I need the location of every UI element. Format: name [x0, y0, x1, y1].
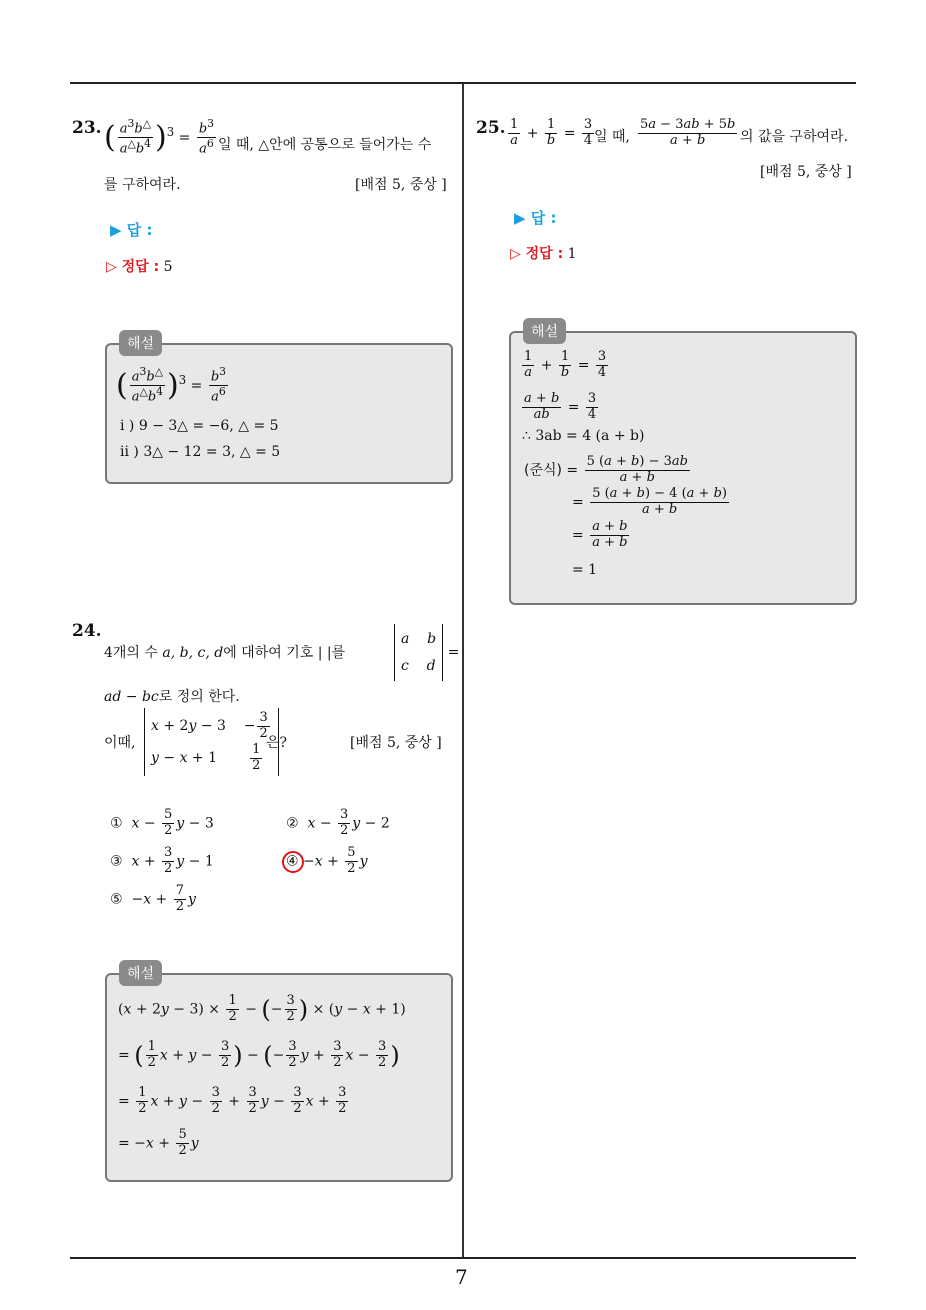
q23-explanation-tag: 해설 — [119, 330, 162, 356]
q25-exp-step4: = 1 — [572, 562, 598, 578]
q23-equation: ( $\frac{a^3b^\triangle}{a^\triangle b^4}$ )$^3$ = $\frac{b^3}{a^6}$ — [104, 117, 215, 157]
q24-line2 — [104, 686, 240, 706]
q25-correct-label: ▷ 정답 : — [510, 246, 564, 262]
q25-explanation-tag: 해설 — [523, 318, 566, 344]
q23-answer-label: ▶ 답 : — [110, 221, 153, 239]
bottom-rule — [70, 1257, 856, 1259]
q24-det-question: x + 2y − 3 − $\frac{3}{2}$ y − x + 1 $\frac{1}{2}$ — [144, 708, 279, 776]
q24-explanation-tag: 해설 — [119, 960, 162, 986]
q23-text: 일 때, △안에 공통으로 들어가는 수 — [218, 137, 432, 153]
q23-score: [배점 5, 중상 ] — [355, 177, 447, 193]
q24-exp-line2: = ( $\frac{1}{2}$ x + y − $\frac{3}{2}$ ) − (− $\frac{3}{2}$ y + $\frac{3}{2}$ x − $\frac{3}{2}$ ) — [118, 1039, 400, 1070]
q25-score: [배점 5, 중상 ] — [760, 164, 852, 180]
q25-text-after: 의 값을 구하여라. — [740, 129, 849, 145]
q24-line1-vars: a, b, c, d — [162, 645, 224, 661]
q24-choice-2[interactable]: ② x − $\frac{3}{2}$ y − 2 — [286, 807, 390, 838]
q23-exp-line1: i ) 9 − 3△ = −6, △ = 5 — [120, 418, 279, 434]
q23-correct — [106, 256, 173, 276]
q25-exp-step3: = $\frac{a + b}{a + b}$ — [572, 519, 628, 550]
q25-equation: $\frac{1}{a}$ + $\frac{1}{b}$ = $\frac{3}{4}$ — [510, 117, 593, 148]
q24-line3-suffix: 은? — [266, 735, 288, 751]
q25-exp-line1: $\frac{1}{a}$ + $\frac{1}{b}$ = $\frac{3}{4}$ — [524, 349, 607, 380]
q25-number: 25. — [476, 118, 506, 138]
q24-line2-expr: ad − bc — [104, 689, 159, 705]
q25-expression: $\frac{5a - 3ab + 5b}{a + b}$ — [640, 117, 736, 148]
q24-choice-4[interactable]: ④ −x + $\frac{5}{2}$ y — [286, 845, 368, 876]
q25-exp-junsik: (준식) = $\frac{5 (a + b) - 3ab}{a + b}$ — [524, 454, 688, 485]
q24-line1-a: 4개의 수 — [104, 645, 158, 661]
q24-det-def: a b c d = — [394, 624, 459, 681]
q25-exp-therefore: ∴ 3ab = 4 (a + b) — [522, 428, 645, 444]
q23-correct-label: ▷ 정답 : — [106, 259, 160, 275]
q24-exp-line3: = $\frac{1}{2}$ x + y − $\frac{3}{2}$ + $\frac{3}{2}$ y − $\frac{3}{2}$ x + $\frac{3}{2}$ — [118, 1085, 347, 1116]
q23-correct-value: 5 — [163, 259, 173, 275]
q24-line1-b: 에 대하여 기호 | |를 — [223, 645, 346, 661]
q24-choice-3[interactable]: ③ x + $\frac{3}{2}$ y − 1 — [110, 845, 214, 876]
q25-exp-step2: = $\frac{5 (a + b) - 4 (a + b)}{a + b}$ — [572, 486, 727, 517]
q25-junsik-label: (준식) — [524, 462, 562, 479]
q23-exp-equation: ( $\frac{a^3b^\triangle}{a^\triangle b^4}$ )$^3$ = $\frac{b^3}{a^6}$ — [116, 365, 227, 405]
q25-text-mid: 일 때, — [594, 129, 630, 145]
q23-exp-line2: ii ) 3△ − 12 = 3, △ = 5 — [120, 444, 281, 460]
q24-line2-text: 로 정의 한다. — [158, 689, 240, 705]
q24-exp-line1: (x + 2y − 3) × $\frac{1}{2}$ − (− $\frac{3}{2}$ ) × (y − x + 1) — [118, 993, 406, 1024]
q23-number: 23. — [72, 118, 102, 138]
q25-correct — [510, 243, 577, 263]
q24-choice-5[interactable]: ⑤ −x + $\frac{7}{2}$ y — [110, 883, 196, 914]
q25-exp-line2: $\frac{a + b}{ab}$ = $\frac{3}{4}$ — [524, 391, 597, 422]
q25-answer-label: ▶ 답 : — [514, 209, 557, 227]
q24-number: 24. — [72, 621, 102, 641]
page-number: 7 — [455, 1265, 468, 1289]
column-divider — [462, 84, 464, 1258]
selected-answer-circle — [282, 851, 304, 873]
q24-exp-line4: = −x + $\frac{5}{2}$ y — [118, 1127, 199, 1158]
q24-line1 — [104, 642, 345, 662]
q24-score: [배점 5, 중상 ] — [350, 735, 442, 751]
q25-correct-value: 1 — [567, 246, 577, 262]
q23-text-line2: 를 구하여라. — [104, 177, 181, 193]
q24-choice-1[interactable]: ① x − $\frac{5}{2}$ y − 3 — [110, 807, 214, 838]
q24-line3-prefix: 이때, — [104, 735, 136, 751]
